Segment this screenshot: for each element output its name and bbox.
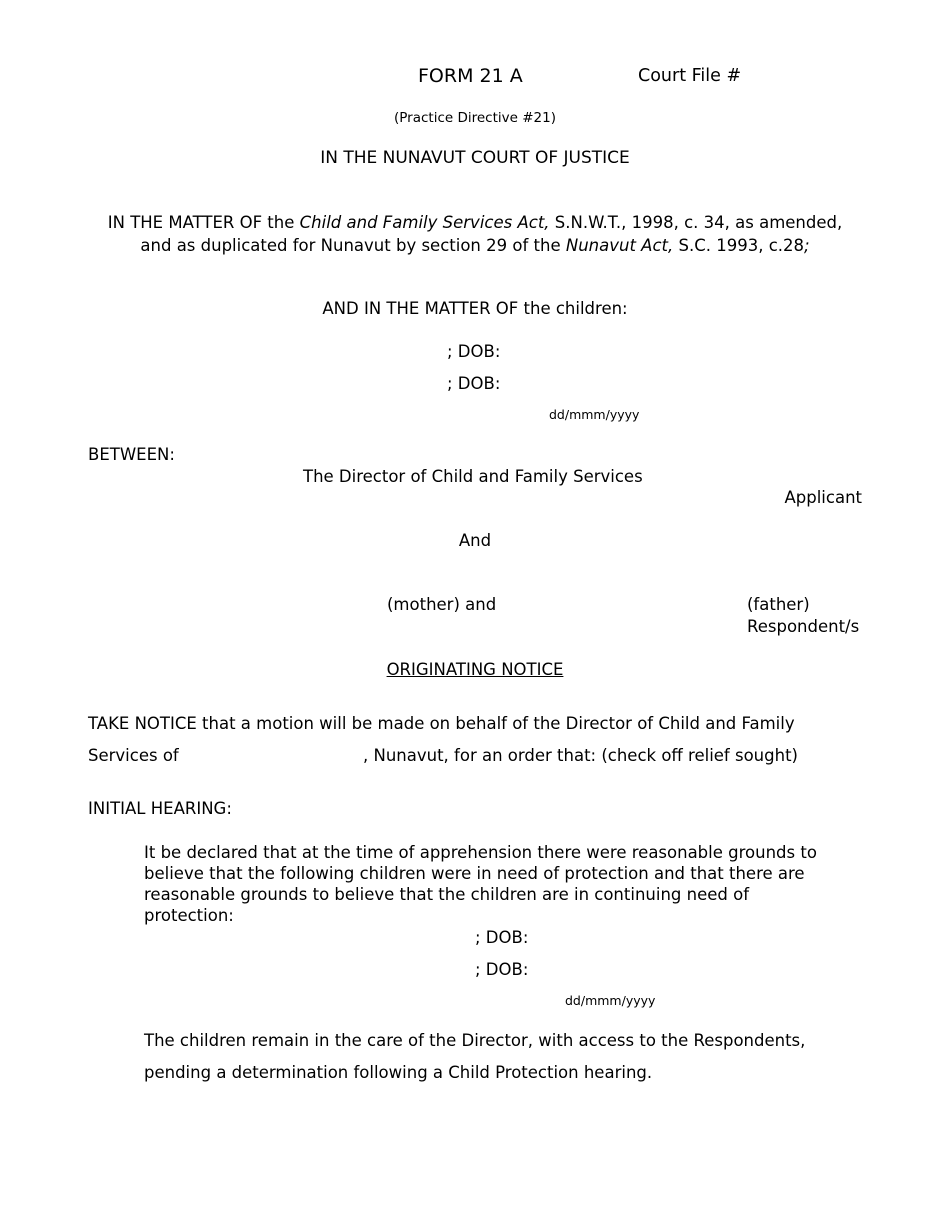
matter-line-1: IN THE MATTER OF the Child and Family Services Act, S.N.W.T., 1998, c. 34, as amended,: [107, 213, 843, 232]
child-dob-1: ; DOB:: [447, 342, 501, 361]
hearing-child-dob-2: ; DOB:: [475, 960, 529, 979]
matter-line-2: and as duplicated for Nunavut by section 29 of the Nunavut Act, S.C. 1993, c.28;: [140, 236, 810, 255]
take-notice-line-2-suffix: , Nunavut, for an order that: (check off relief sought): [363, 746, 798, 765]
applicant-role: Applicant: [784, 488, 862, 507]
practice-directive: (Practice Directive #21): [394, 110, 556, 126]
initial-hearing-heading: INITIAL HEARING:: [88, 799, 232, 818]
father-label: (father): [747, 595, 810, 614]
court-file-label: Court File #: [638, 66, 742, 86]
date-format-hint: dd/mmm/yyyy: [549, 407, 640, 422]
form-title: FORM 21 A: [418, 65, 523, 87]
care-line-1: The children remain in the care of the Director, with access to the Respondents,: [144, 1031, 806, 1050]
declaration-paragraph: It be declared that at the time of apprehension there were reasonable grounds to believe that the following children were in need of protection and that there are reasonable grounds to believe that the children are in continuing need of protection:: [144, 843, 817, 925]
hearing-date-format-hint: dd/mmm/yyyy: [565, 993, 656, 1008]
applicant-name: The Director of Child and Family Services: [303, 467, 643, 486]
child-dob-2: ; DOB:: [447, 374, 501, 393]
take-notice-line-2-prefix: Services of: [88, 746, 179, 765]
children-heading: AND IN THE MATTER OF the children:: [322, 299, 628, 318]
hearing-child-dob-1: ; DOB:: [475, 928, 529, 947]
care-line-2: pending a determination following a Child Protection hearing.: [144, 1063, 653, 1082]
court-name: IN THE NUNAVUT COURT OF JUSTICE: [320, 148, 630, 168]
respondent-role: Respondent/s: [747, 617, 860, 636]
originating-notice-title: ORIGINATING NOTICE: [386, 660, 564, 679]
between-label: BETWEEN:: [88, 445, 175, 464]
and-label: And: [458, 531, 492, 550]
mother-label: (mother) and: [387, 595, 497, 614]
take-notice-line-1: TAKE NOTICE that a motion will be made on behalf of the Director of Child and Family: [88, 714, 795, 733]
